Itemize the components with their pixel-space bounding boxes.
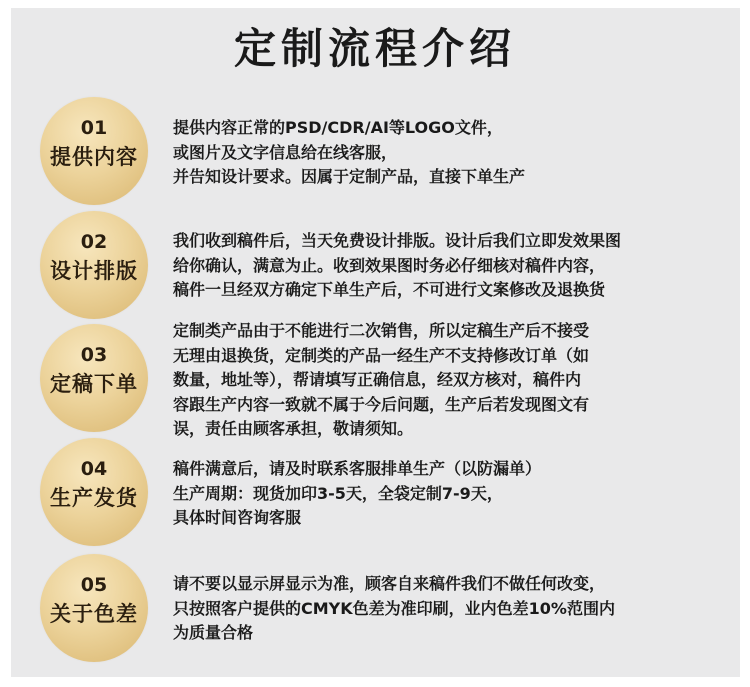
description-line: 误，责任由顾客承担，敬请须知。 [173, 419, 414, 438]
step-number: 05 [80, 574, 108, 596]
step-label: 提供内容 [50, 145, 138, 169]
description-line: 生产周期：现货加印3-5天，全袋定制7-9天， [173, 483, 503, 503]
step-badge [40, 554, 148, 662]
description-line: 数量，地址等），帮请填写正确信息，经双方核对，稿件内 [173, 370, 582, 389]
step-badge [40, 438, 148, 546]
step-label: 关于色差 [50, 602, 138, 626]
description-line: 给你确认，满意为止。收到效果图时务必仔细核对稿件内容， [173, 255, 606, 275]
description-line: 稿件满意后，请及时联系客服排单生产（以防漏单） [173, 459, 542, 478]
description-line: 定制类产品由于不能进行二次销售，所以定稿生产后不接受 [173, 321, 590, 340]
step-number: 02 [80, 231, 108, 253]
description-line: 或图片及文字信息给在线客服， [173, 142, 398, 162]
description-line: 请不要以显示屏显示为准，顾客自来稿件我们不做任何改变， [173, 574, 606, 593]
step-description [173, 319, 718, 442]
step-number: 03 [80, 344, 108, 366]
description-line: 容跟生产内容一致就不属于今后问题，生产后若发现图文有 [173, 394, 590, 414]
step-description [173, 229, 718, 303]
step-description [173, 116, 718, 190]
description-line: 为质量合格 [173, 623, 254, 642]
page-title: 定制流程介绍 [233, 24, 516, 73]
description-line: 只按照客户提供的CMYK色差为准印刷，业内色差10%范围内 [173, 598, 615, 618]
step-badge [40, 97, 148, 205]
step-label: 设计排版 [50, 259, 138, 283]
step-number: 04 [80, 458, 108, 480]
step-number: 01 [80, 117, 108, 139]
step-label: 生产发货 [50, 486, 138, 510]
description-line: 并告知设计要求。因属于定制产品，直接下单生产 [173, 167, 526, 186]
description-line: 提供内容正常的PSD/CDR/AI等LOGO文件， [173, 118, 503, 137]
step-badge [40, 211, 148, 319]
step-description [173, 572, 718, 646]
step-description [173, 457, 718, 531]
description-line: 具体时间咨询客服 [173, 508, 302, 527]
step-badge [40, 324, 148, 432]
description-line: 稿件一旦经双方确定下单生产后，不可进行文案修改及退换货 [173, 280, 606, 299]
description-line: 无理由退换货，定制类的产品一经生产不支持修改订单（如 [173, 345, 590, 365]
description-line: 我们收到稿件后，当天免费设计排版。设计后我们立即发效果图 [173, 231, 622, 250]
step-label: 定稿下单 [50, 372, 138, 396]
